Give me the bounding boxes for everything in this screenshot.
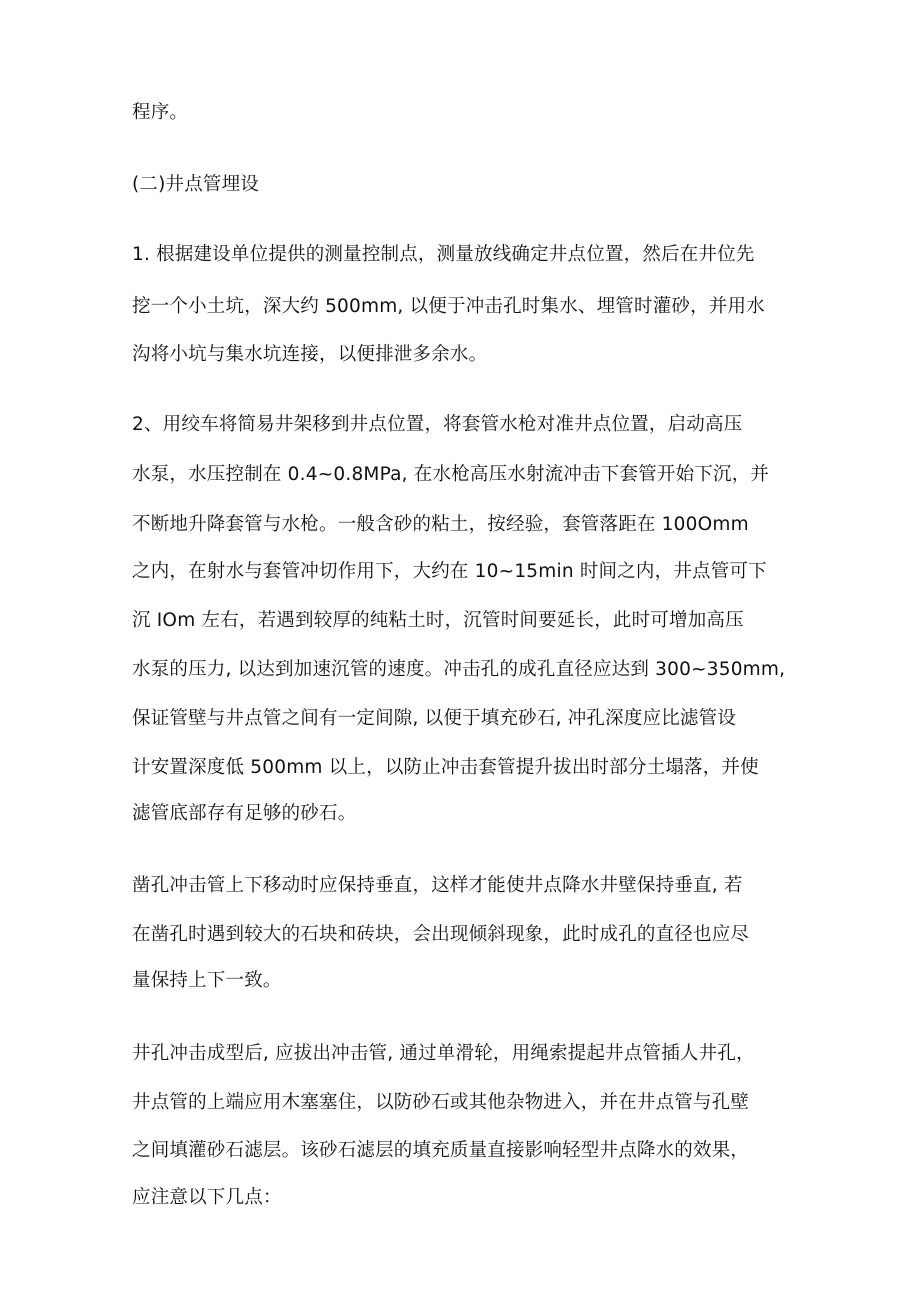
paragraph-5-line-2: 之间填灌砂石滤层。该砂石滤层的填充质量直接影响轻型井点降水的效果， — [132, 1140, 750, 1161]
paragraph-4-line-2: 量保持上下一致。 — [132, 970, 282, 991]
paragraph-5-line-0: 井孔冲击成型后, 应拔出冲击管, 通过单滑轮，用绳索提起井点管插人井孔， — [132, 1043, 755, 1064]
paragraph-3-line-5: 水泵的压力, 以达到加速沉管的速度。冲击孔的成孔直径应达到 300~350mm, — [132, 659, 786, 680]
paragraph-2-line-1: 挖一个小土坑，深大约 500mm, 以便于冲击孔时集水、埋管时灌砂，并用水 — [132, 296, 765, 317]
section-heading: (二)井点管埋设 — [132, 174, 260, 195]
paragraph-3-line-6: 保证管壁与井点管之间有一定间隙, 以便于填充砂石, 冲孔深度应比滤管设 — [132, 708, 737, 729]
paragraph-3-line-0: 2、用绞车将简易井架移到井点位置，将套管水枪对准井点位置，启动高压 — [132, 414, 743, 435]
paragraph-3-line-7: 计安置深度低 500mm 以上，以防止冲击套管提升拔出时部分土塌落，并使 — [132, 757, 759, 778]
paragraph-3-line-4: 沉 IOm 左右，若遇到较厚的纯粘土时，沉管时间要延长，此时可增加高压 — [132, 610, 744, 631]
paragraph-4-line-0: 凿孔冲击管上下移动时应保持垂直，这样才能使井点降水井壁保持垂直, 若 — [132, 875, 743, 896]
paragraph-3-line-2: 不断地升降套管与水枪。一般含砂的粘土，按经验，套管落距在 100Omm — [132, 514, 749, 535]
paragraph-3-line-1: 水泵，水压控制在 0.4~0.8MPa, 在水枪高压水射流冲击下套管开始下沉，并 — [132, 464, 770, 485]
paragraph-4-line-1: 在凿孔时遇到较大的石块和砖块，会出现倾斜现象，此时成孔的直径也应尽 — [132, 924, 750, 945]
paragraph-3-line-8: 滤管底部存有足够的砂石。 — [132, 803, 357, 824]
paragraph-0-line-0: 程序。 — [132, 102, 189, 123]
paragraph-5-line-1: 井点管的上端应用木塞塞住，以防砂石或其他杂物进入，并在井点管与孔壁 — [132, 1092, 750, 1113]
paragraph-2-line-2: 沟将小坑与集水坑连接，以便排泄多余水。 — [132, 344, 488, 365]
paragraph-2-line-0: 1. 根据建设单位提供的测量控制点，测量放线确定井点位置，然后在井位先 — [132, 244, 755, 265]
paragraph-5-line-3: 应注意以下几点： — [132, 1187, 282, 1208]
paragraph-3-line-3: 之内，在射水与套管冲切作用下，大约在 10~15min 时间之内，井点管可下 — [132, 561, 767, 582]
